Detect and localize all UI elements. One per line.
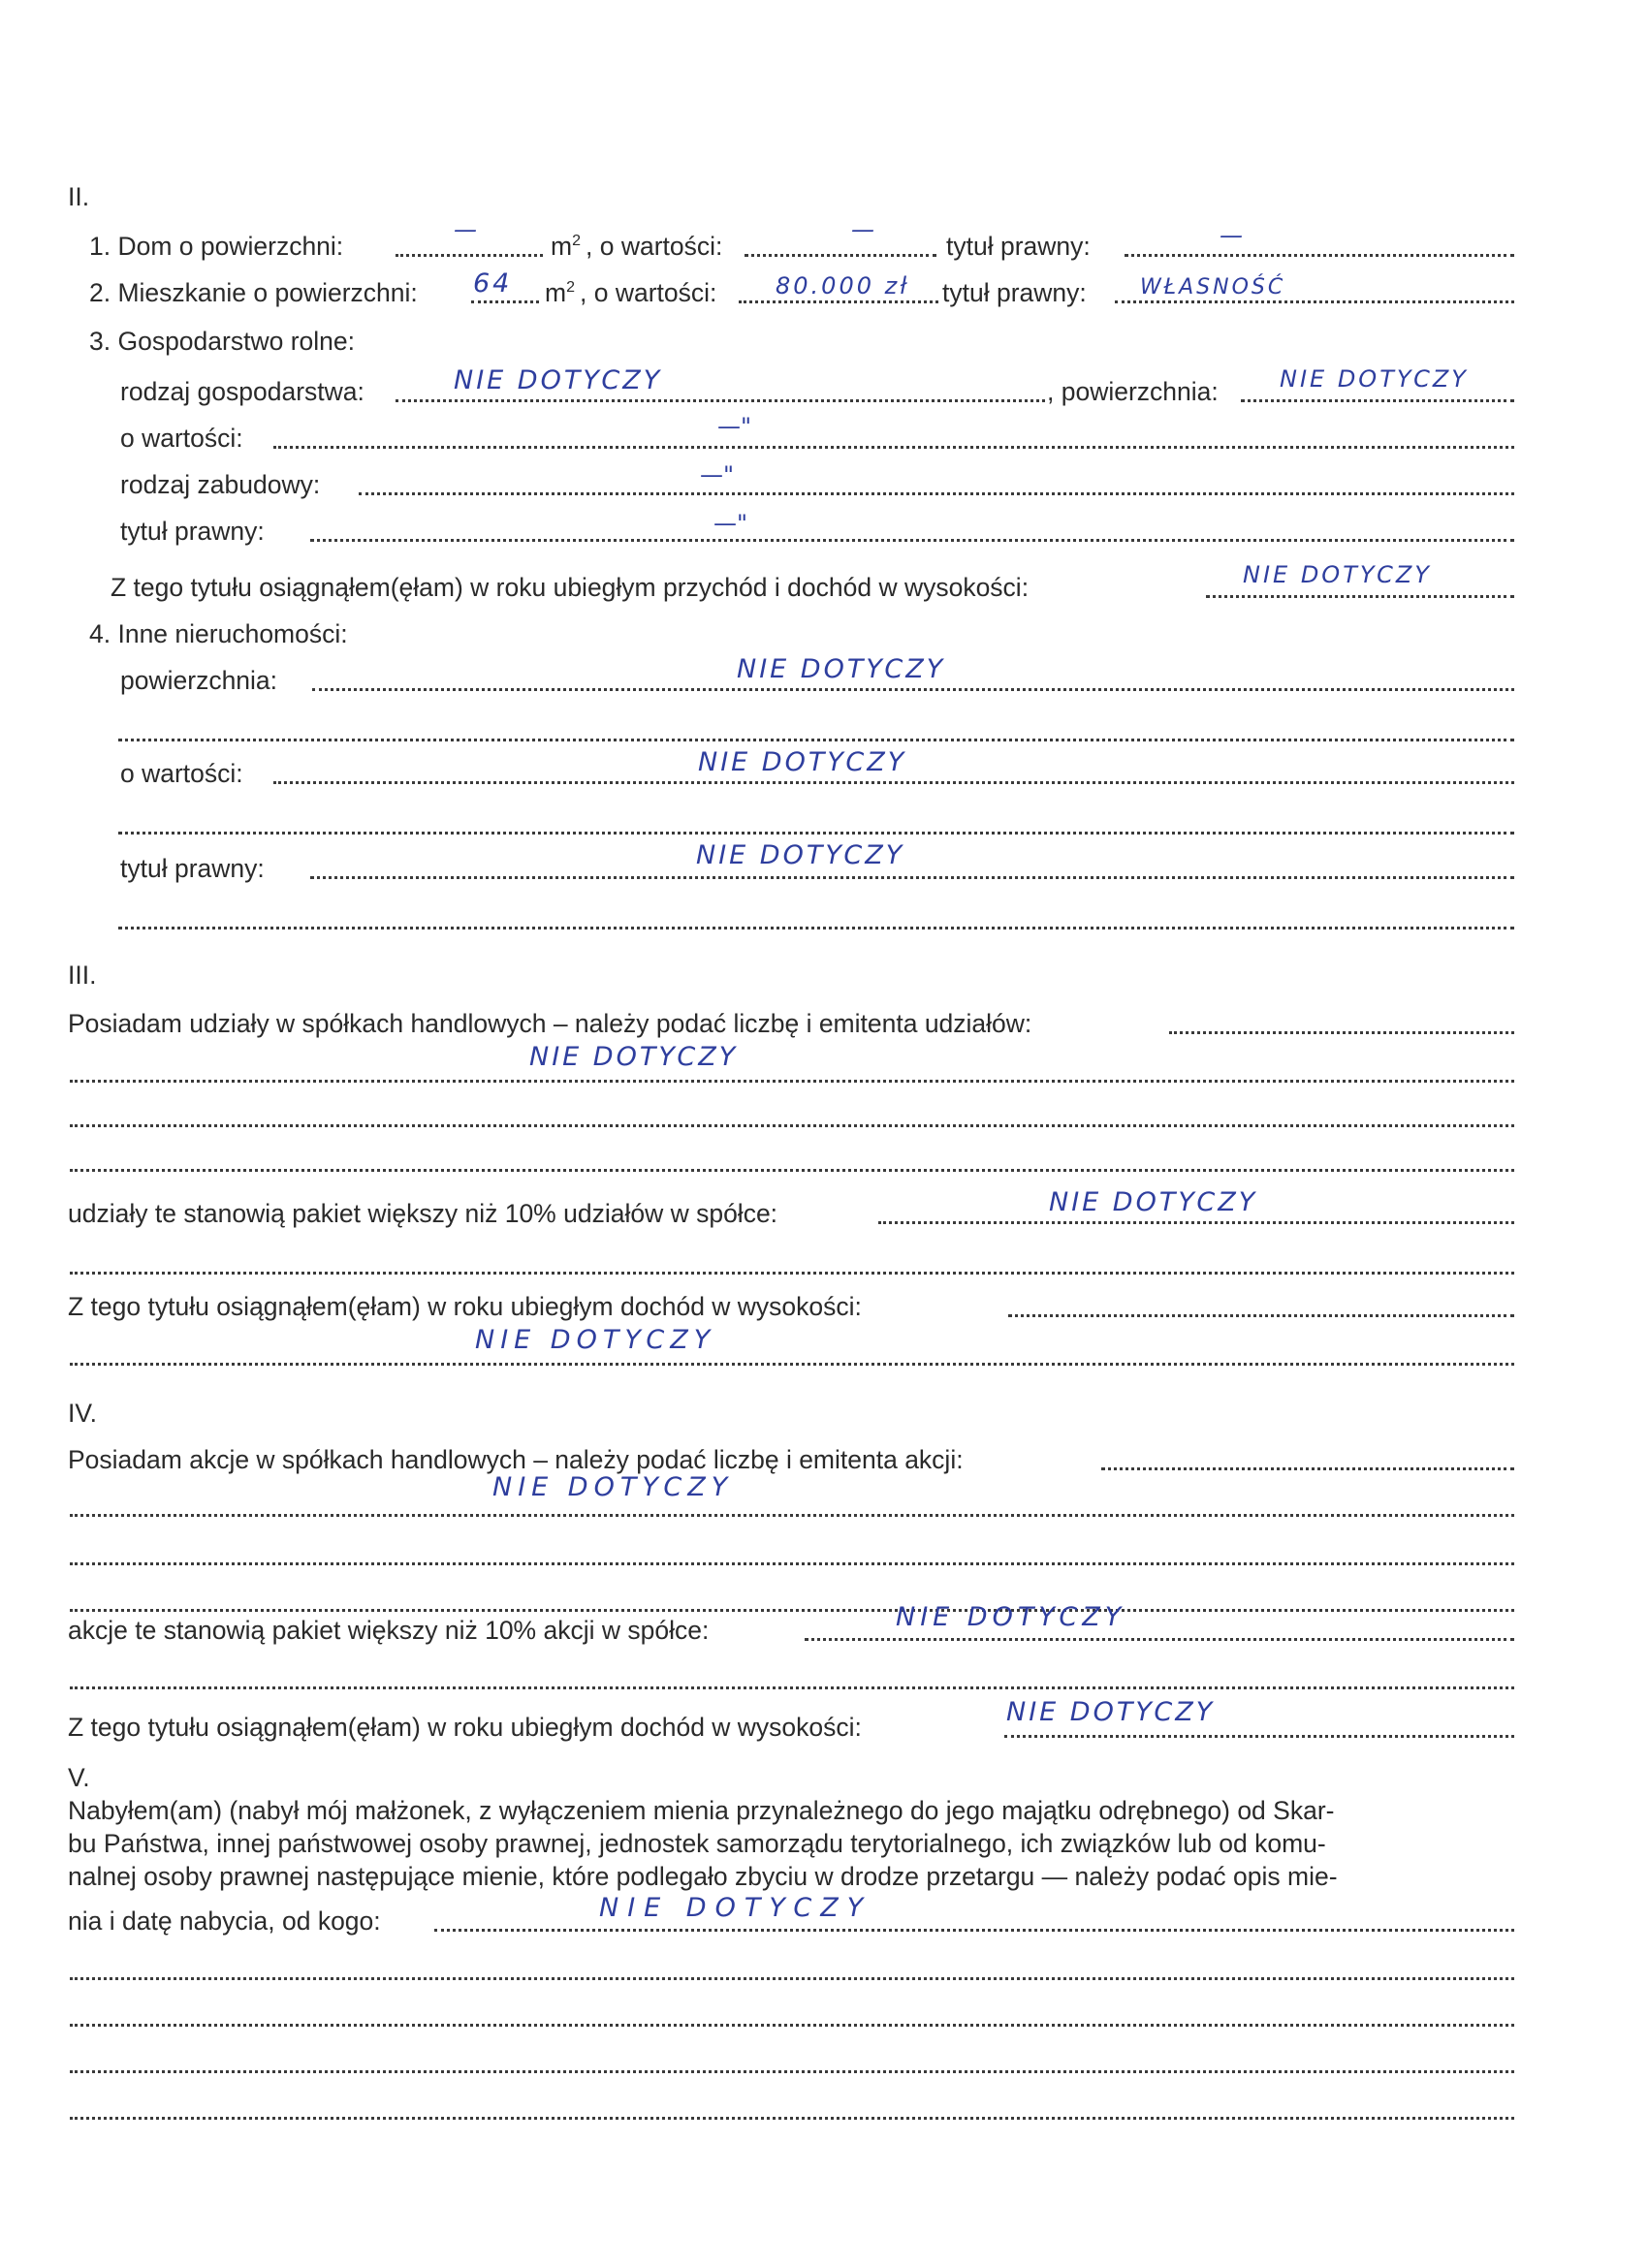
akcje-field[interactable]	[1101, 1467, 1514, 1470]
nabycie-line-1[interactable]	[70, 1977, 1514, 1980]
udzialy-pakiet-label: udziały te stanowią pakiet większy niż 10% udziałów w spółce:	[68, 1199, 778, 1228]
mieszkanie-value-label: , o wartości:	[580, 278, 717, 307]
inne-label: 4. Inne nieruchomości:	[89, 619, 348, 648]
nabycie-line-3[interactable]	[70, 2070, 1514, 2073]
udzialy-value: NIE DOTYCZY	[529, 1042, 739, 1072]
gospodarstwo-pow-value: NIE DOTYCZY	[1280, 365, 1469, 393]
section-iv-heading: IV.	[68, 1399, 97, 1428]
akcje-dochod-field[interactable]	[1004, 1735, 1514, 1738]
akcje-pakiet-label: akcje te stanowią pakiet większy niż 10% akcji w spółce:	[68, 1616, 710, 1645]
gospodarstwo-tytul-label: tytuł prawny:	[120, 517, 265, 546]
nabycie-value: NIE DOTYCZY	[599, 1893, 872, 1923]
udzialy-pakiet-field[interactable]	[878, 1221, 1514, 1224]
inne-wartosc-field-extra[interactable]	[118, 832, 1514, 835]
gospodarstwo-tytul-value: —"	[713, 510, 748, 537]
section-iii-heading: III.	[68, 961, 97, 990]
dom-area-field[interactable]	[396, 254, 543, 257]
section-v-text-1: Nabyłem(am) (nabył mój małżonek, z wyłączeniem mienia przynależnego do jego majątku odrębnego) od Skar-	[68, 1796, 1335, 1825]
mieszkanie-area-unit: $m^2$	[545, 278, 575, 307]
gospodarstwo-zabudowa-label: rodzaj zabudowy:	[120, 470, 321, 499]
gospodarstwo-wartosc-value: —"	[717, 413, 752, 440]
akcje-dochod-value: NIE DOTYCZY	[1006, 1697, 1216, 1727]
gospodarstwo-dochod-label: Z tego tytułu osiągnąłem(ęłam) w roku ubiegłym przychód i dochód w wysokości:	[111, 573, 1030, 602]
udzialy-field[interactable]	[1169, 1031, 1514, 1034]
nabycie-line-2[interactable]	[70, 2024, 1514, 2027]
udzialy-dochod-label: Z tego tytułu osiągnąłem(ęłam) w roku ubiegłym dochód w wysokości:	[68, 1292, 862, 1321]
dom-title-field[interactable]	[1125, 254, 1514, 257]
gospodarstwo-zabudowa-value: —"	[700, 461, 735, 488]
nabycie-line-4[interactable]	[70, 2117, 1514, 2120]
akcje-pakiet-value: NIE DOTYCZY	[896, 1602, 1126, 1632]
mieszkanie-area-field[interactable]	[471, 300, 539, 303]
inne-pow-value: NIE DOTYCZY	[737, 654, 946, 684]
udzialy-line-3[interactable]	[70, 1169, 1514, 1172]
udzialy-dochod-field[interactable]	[1008, 1314, 1514, 1317]
mieszkanie-label: 2. Mieszkanie o powierzchni:	[89, 278, 418, 307]
dom-value-label: , o wartości:	[586, 232, 723, 261]
akcje-line-2[interactable]	[70, 1562, 1514, 1565]
gospodarstwo-wartosc-field[interactable]	[273, 446, 1514, 449]
dom-area-unit: $m^2$	[551, 232, 581, 261]
dom-value-value: —	[851, 216, 877, 243]
inne-wartosc-field[interactable]	[273, 781, 1514, 784]
gospodarstwo-pow-field[interactable]	[1241, 399, 1514, 402]
inne-pow-label: powierzchnia:	[120, 666, 278, 695]
inne-wartosc-label: o wartości:	[120, 759, 243, 788]
inne-tytul-label: tytuł prawny:	[120, 854, 265, 883]
dom-title-label: tytuł prawny:	[946, 232, 1091, 261]
dom-area-value: —	[454, 216, 480, 243]
udzialy-line-2[interactable]	[70, 1124, 1514, 1127]
mieszkanie-title-value: WŁASNOŚĆ	[1140, 275, 1286, 299]
udzialy-pakiet-value: NIE DOTYCZY	[1049, 1187, 1258, 1217]
dom-label: 1. Dom o powierzchni:	[89, 232, 344, 261]
section-v-text-4: nia i datę nabycia, od kogo:	[68, 1906, 381, 1936]
gospodarstwo-label: 3. Gospodarstwo rolne:	[89, 327, 355, 356]
dom-title-value: —	[1220, 222, 1246, 249]
inne-wartosc-value: NIE DOTYCZY	[698, 747, 907, 777]
gospodarstwo-dochod-value: NIE DOTYCZY	[1243, 561, 1432, 588]
akcje-dochod-label: Z tego tytułu osiągnąłem(ęłam) w roku ubiegłym dochód w wysokości:	[68, 1713, 862, 1742]
inne-pow-field-extra[interactable]	[118, 739, 1514, 741]
section-v-heading: V.	[68, 1763, 90, 1792]
mieszkanie-value-value: 80.000 zł	[776, 272, 910, 299]
akcje-line-1[interactable]	[70, 1514, 1514, 1517]
inne-tytul-field[interactable]	[310, 876, 1514, 879]
akcje-pakiet-field[interactable]	[805, 1638, 1514, 1641]
gospodarstwo-rodzaj-label: rodzaj gospodarstwa:	[120, 377, 364, 406]
section-v-text-3: nalnej osoby prawnej następujące mienie, które podlegało zbyciu w drodze przetargu — należy podać opis mie-	[68, 1862, 1338, 1891]
akcje-value: NIE DOTYCZY	[492, 1472, 734, 1502]
akcje-label: Posiadam akcje w spółkach handlowych – należy podać liczbę i emitenta akcji:	[68, 1445, 964, 1474]
gospodarstwo-tytul-field[interactable]	[310, 539, 1514, 542]
akcje-line-3[interactable]	[70, 1609, 1514, 1612]
section-ii-heading: II.	[68, 182, 90, 211]
inne-tytul-value: NIE DOTYCZY	[696, 840, 905, 870]
udzialy-dochod-value: NIE DOTYCZY	[475, 1325, 716, 1355]
udzialy-dochod-field-extra[interactable]	[70, 1363, 1514, 1366]
gospodarstwo-rodzaj-value: NIE DOTYCZY	[454, 365, 663, 395]
gospodarstwo-dochod-field[interactable]	[1206, 595, 1514, 598]
section-v-text-2: bu Państwa, innej państwowej osoby prawnej, jednostek samorządu terytorialnego, ich związków lub od komu-	[68, 1829, 1326, 1858]
udzialy-line-1[interactable]	[70, 1080, 1514, 1083]
dom-value-field[interactable]	[745, 254, 936, 257]
inne-tytul-field-extra[interactable]	[118, 927, 1514, 929]
mieszkanie-value-field[interactable]	[739, 300, 938, 303]
akcje-pakiet-field-extra[interactable]	[70, 1686, 1514, 1689]
gospodarstwo-zabudowa-field[interactable]	[359, 492, 1514, 495]
inne-pow-field[interactable]	[312, 688, 1514, 691]
nabycie-field[interactable]	[434, 1929, 1514, 1932]
udzialy-label: Posiadam udziały w spółkach handlowych – należy podać liczbę i emitenta udziałów:	[68, 1009, 1032, 1038]
mieszkanie-title-label: tytuł prawny:	[942, 278, 1087, 307]
gospodarstwo-rodzaj-field[interactable]	[396, 399, 1045, 402]
mieszkanie-area-value: 64	[473, 268, 513, 299]
udzialy-pakiet-field-extra[interactable]	[70, 1272, 1514, 1275]
gospodarstwo-pow-label: , powierzchnia:	[1047, 377, 1219, 406]
gospodarstwo-wartosc-label: o wartości:	[120, 424, 243, 453]
